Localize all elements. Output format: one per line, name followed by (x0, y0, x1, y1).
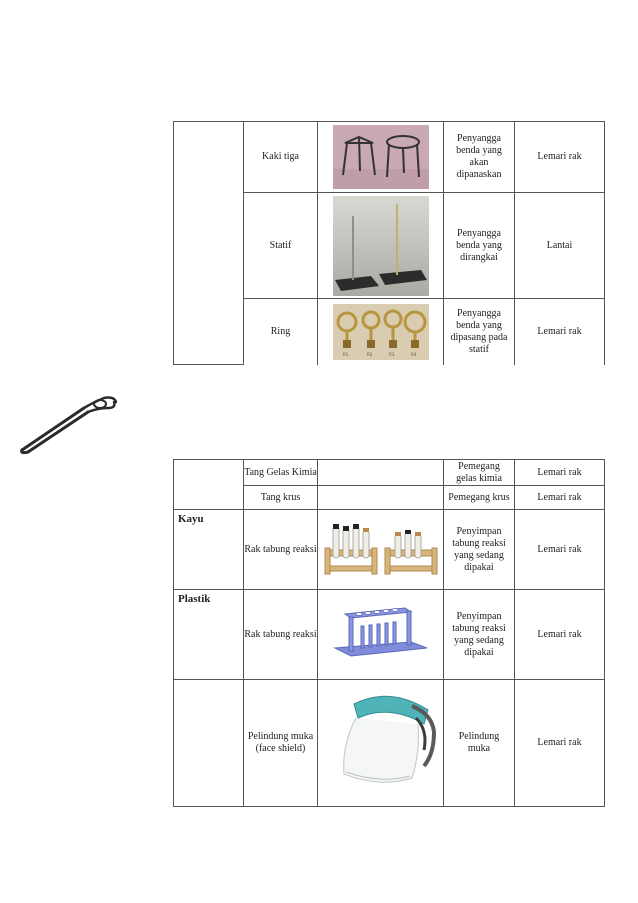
equipment-photo-cell (318, 510, 444, 590)
equipment-function: Penyangga benda yang dipasang pada statif (444, 299, 515, 365)
category-cell (174, 122, 244, 365)
equipment-name: Ring (244, 299, 318, 365)
ring-label: R2 (366, 351, 372, 357)
equipment-function: Pelindung muka (444, 680, 515, 807)
storage-location: Lemari rak (515, 486, 605, 510)
category-cell (174, 460, 244, 510)
plastic-test-tube-rack-photo (331, 604, 431, 666)
table-row (174, 590, 605, 680)
equipment-photo-cell (318, 590, 444, 680)
equipment-table-bottom (173, 459, 605, 807)
equipment-name: Kaki tiga (244, 122, 318, 193)
equipment-function: Pemegang krus (444, 486, 515, 510)
tripod-photo (333, 125, 429, 189)
storage-location: Lemari rak (515, 122, 605, 193)
ring-clamp-photo (333, 304, 429, 360)
storage-location: Lemari rak (515, 680, 605, 807)
table-row (174, 680, 605, 807)
equipment-name: Statif (244, 193, 318, 299)
crucible-tongs-photo (18, 390, 122, 456)
equipment-photo-cell (318, 122, 444, 193)
category-cell (174, 680, 244, 807)
equipment-name: Tang Gelas Kimia (244, 460, 318, 486)
equipment-function: Penyangga benda yang dirangkai (444, 193, 515, 299)
equipment-name: Rak tabung reaksi (244, 590, 318, 680)
storage-location: Lemari rak (515, 460, 605, 486)
equipment-name: Tang krus (244, 486, 318, 510)
retort-stand-photo (333, 196, 429, 296)
equipment-photo-cell (318, 680, 444, 807)
ring-label: R4 (410, 351, 416, 357)
ring-label: R1 (342, 351, 348, 357)
equipment-name: Rak tabung reaksi (244, 510, 318, 590)
storage-location: Lemari rak (515, 590, 605, 680)
equipment-table-top (173, 121, 605, 365)
table-row (174, 510, 605, 590)
equipment-name: Pelindung muka (face shield) (244, 680, 318, 807)
table-row (174, 460, 605, 486)
storage-location: Lantai (515, 193, 605, 299)
table-row (174, 122, 605, 193)
face-shield-photo (320, 684, 442, 802)
category-cell: Plastik (174, 590, 244, 680)
equipment-function: Penyangga benda yang akan dipanaskan (444, 122, 515, 193)
equipment-function: Pemegang gelas kimia (444, 460, 515, 486)
storage-location: Lemari rak (515, 299, 605, 365)
ring-label: R3 (388, 351, 394, 357)
equipment-function: Penyimpan tabung reaksi yang sedang dipakai (444, 510, 515, 590)
equipment-photo-cell (318, 193, 444, 299)
equipment-photo-cell (318, 486, 444, 510)
equipment-photo-cell (318, 460, 444, 486)
category-cell: Kayu (174, 510, 244, 590)
equipment-photo-cell (318, 299, 444, 365)
wooden-test-tube-rack-photo (321, 520, 441, 580)
equipment-function: Penyimpan tabung reaksi yang sedang dipakai (444, 590, 515, 680)
storage-location: Lemari rak (515, 510, 605, 590)
